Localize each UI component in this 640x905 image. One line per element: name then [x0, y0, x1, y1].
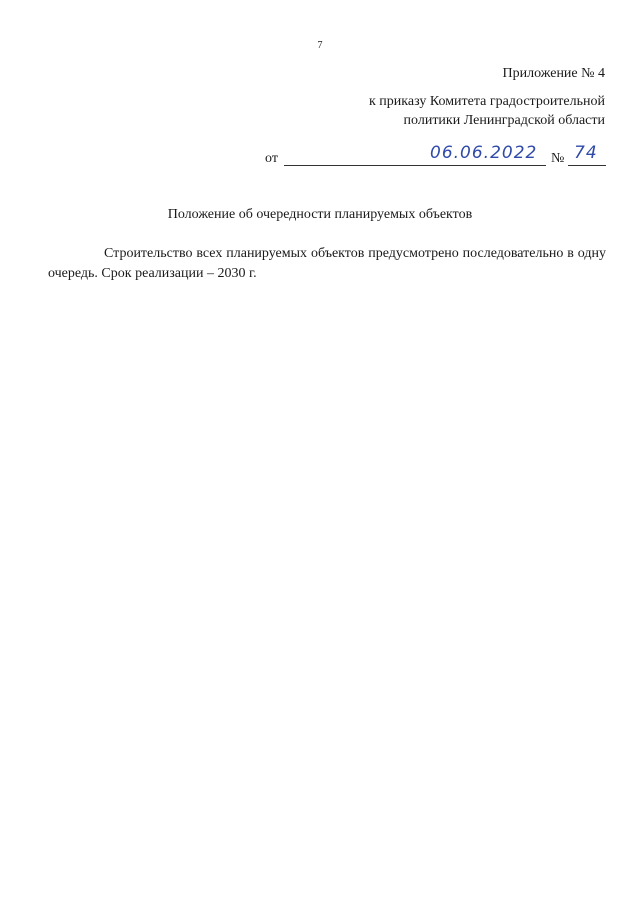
appendix-title: Приложение № 4 — [502, 66, 605, 81]
body-paragraph: Строительство всех планируемых объектов предусмотрено последовательно в одну очередь. Срок реализации – 2030 г. — [48, 246, 606, 281]
date-underline — [284, 165, 546, 166]
order-reference-line-2: политики Ленинградской области — [403, 113, 605, 128]
handwritten-date: 06.06.2022 — [430, 143, 538, 163]
number-underline — [568, 165, 606, 166]
order-reference-line-1: к приказу Комитета градостроительной — [369, 94, 605, 109]
document-heading: Положение об очередности планируемых объектов — [167, 207, 473, 222]
date-number-row — [0, 142, 640, 172]
page-number: 7 — [317, 40, 323, 51]
number-label: № — [551, 151, 565, 166]
handwritten-number: 74 — [574, 143, 598, 163]
from-label: от — [265, 151, 278, 166]
